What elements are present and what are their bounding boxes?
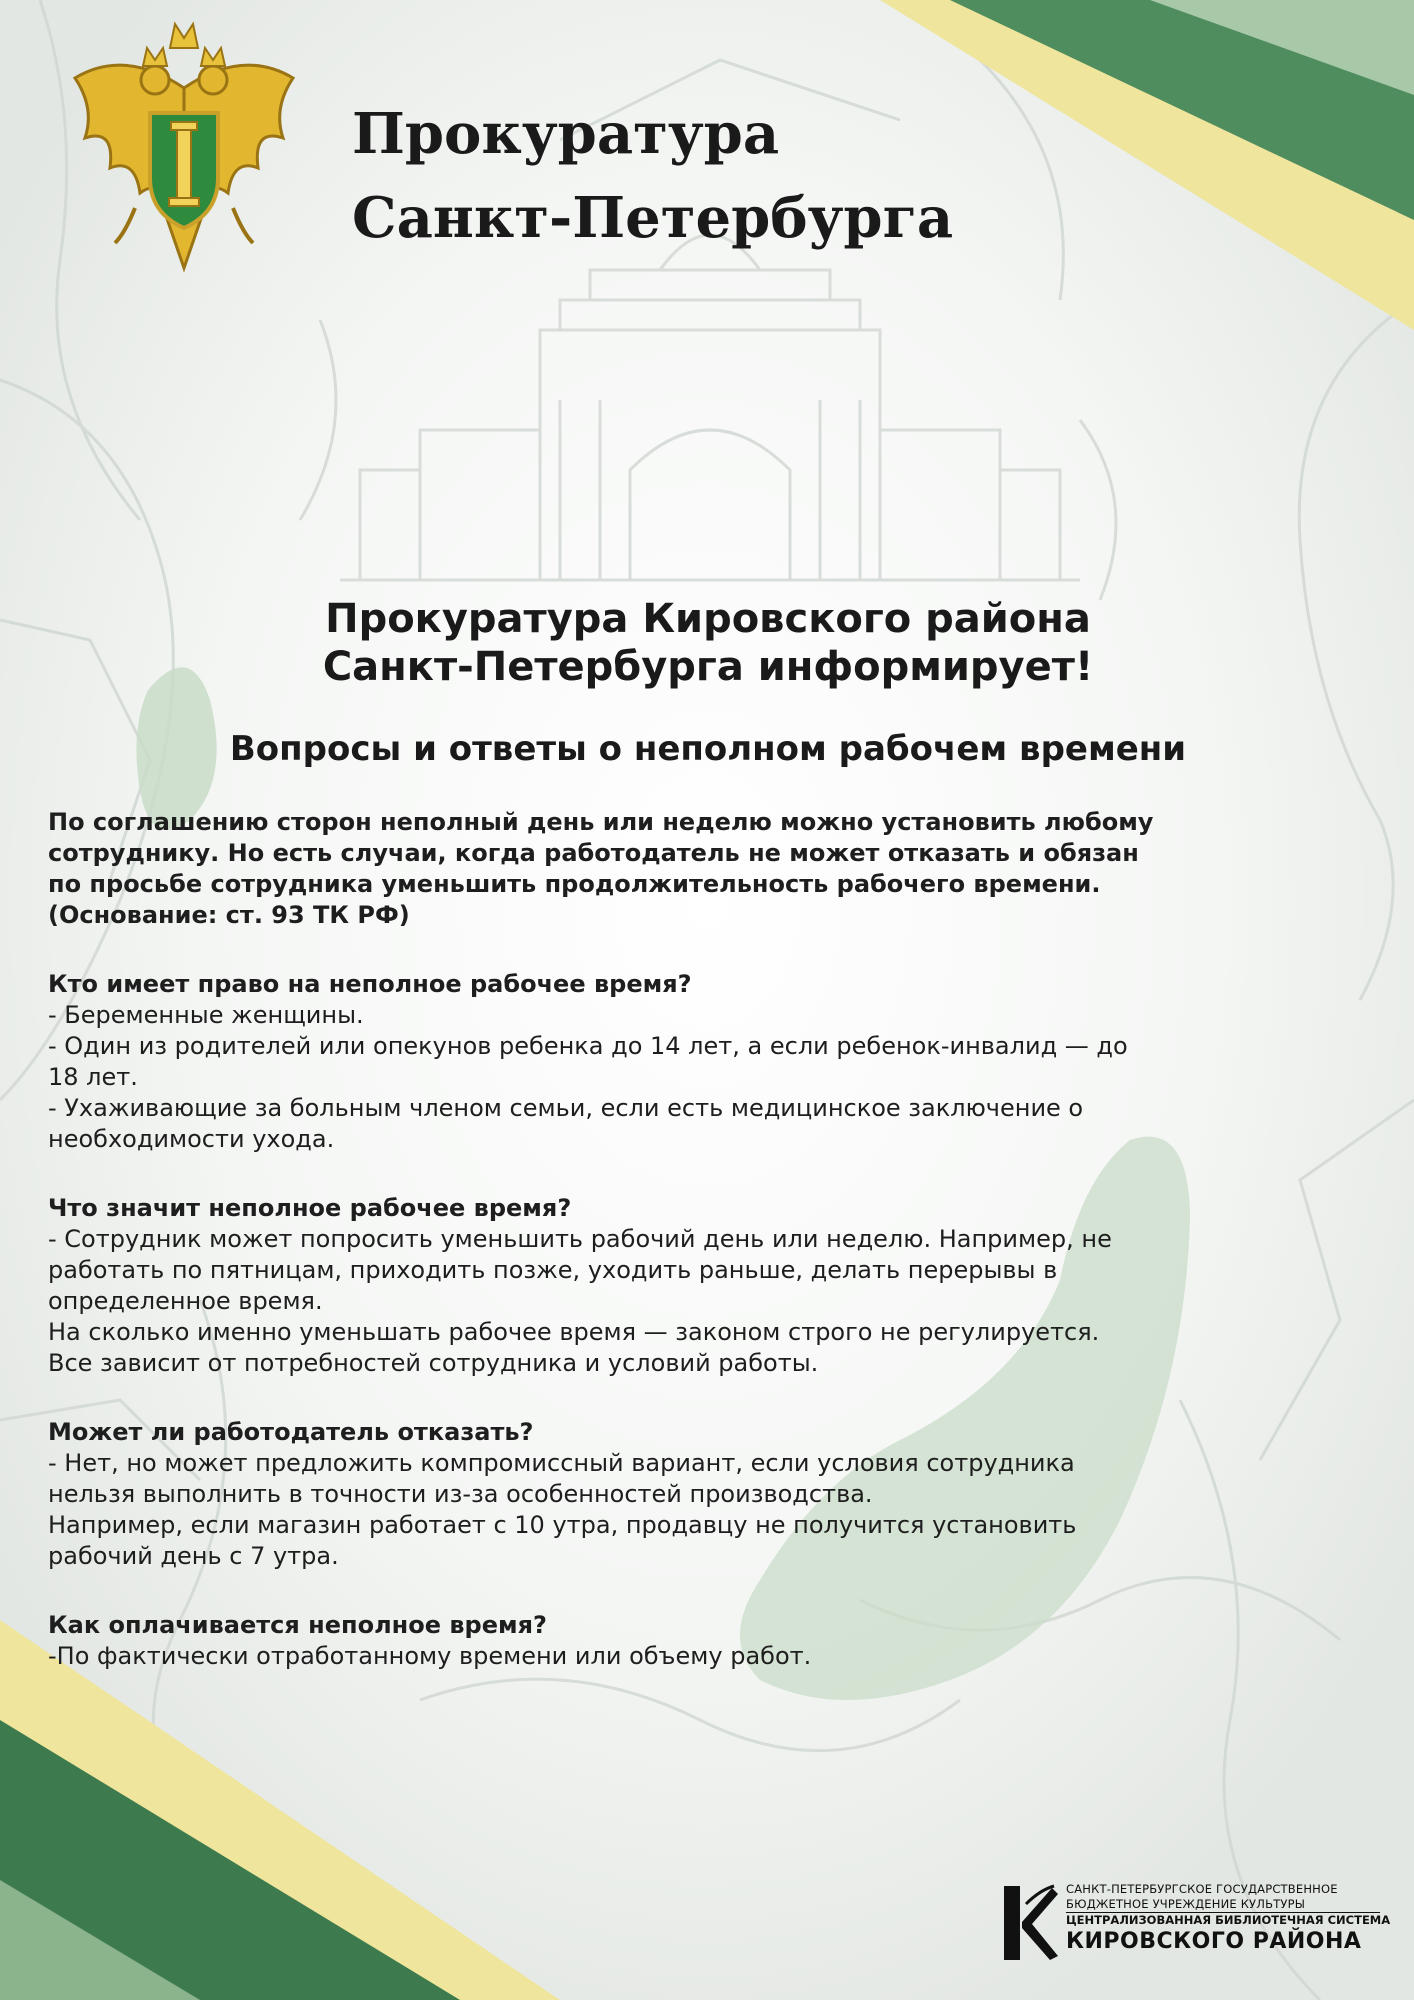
intro-line: по просьбе сотрудника уменьшить продолжительность рабочего времени. xyxy=(48,870,1101,898)
heading-line-1: Прокуратура Кировского района xyxy=(325,596,1091,642)
footer-org-line: БЮДЖЕТНОЕ УЧРЕЖДЕНИЕ КУЛЬТУРЫ xyxy=(1066,1897,1306,1911)
answer-line: определенное время. xyxy=(48,1287,323,1315)
question: Может ли работодатель отказать? xyxy=(48,1418,534,1446)
main-content xyxy=(48,595,1368,1710)
page-title xyxy=(352,92,1052,260)
answer-line: - Нет, но может предложить компромиссный вариант, если условия сотрудника xyxy=(48,1449,1075,1477)
question: Кто имеет право на неполное рабочее время? xyxy=(48,970,692,998)
subheading: Вопросы и ответы о неполном рабочем времени xyxy=(229,729,1187,769)
title-line-1: Прокуратура xyxy=(352,101,780,167)
heading-line-2: Санкт-Петербурга информирует! xyxy=(322,644,1094,690)
qa-section-refusal xyxy=(48,1417,1368,1572)
footer-org-line: САНКТ-ПЕТЕРБУРГСКОЕ ГОСУДАРСТВЕННОЕ xyxy=(1066,1882,1338,1896)
answer-line: - Один из родителей или опекунов ребенка до 14 лет, а если ребенок-инвалид — до xyxy=(48,1032,1128,1060)
qa-section-rights xyxy=(48,969,1368,1155)
title-line-2: Санкт-Петербурга xyxy=(352,185,954,251)
answer-line: -По фактически отработанному времени или объему работ. xyxy=(48,1642,812,1670)
answer-line: необходимости ухода. xyxy=(48,1125,335,1153)
intro-paragraph xyxy=(48,807,1368,931)
double-headed-eagle-emblem-icon xyxy=(55,18,313,292)
question: Как оплачивается неполное время? xyxy=(48,1611,547,1639)
footer-org-line: ЦЕНТРАЛИЗОВАННАЯ БИБЛИОТЕЧНАЯ СИСТЕМА xyxy=(1066,1913,1391,1927)
answer-line: работать по пятницам, приходить позже, уходить раньше, делать перерывы в xyxy=(48,1256,1058,1284)
library-k-logo-icon xyxy=(1000,1882,1060,1962)
intro-line: По соглашению сторон неполный день или неделю можно установить любому xyxy=(48,808,1154,836)
intro-line: сотруднику. Но есть случаи, когда работодатель не может отказать и обязан xyxy=(48,839,1139,867)
intro-line: (Основание: ст. 93 ТК РФ) xyxy=(48,901,410,929)
footer-org-text xyxy=(1066,1882,1391,1955)
qa-section-payment xyxy=(48,1610,1368,1672)
footer-logo xyxy=(1000,1880,1391,1964)
answer-line: нельзя выполнить в точности из-за особенностей производства. xyxy=(48,1480,873,1508)
answer-line: - Ухаживающие за больным членом семьи, если есть медицинское заключение о xyxy=(48,1094,1084,1122)
answer-line: - Беременные женщины. xyxy=(48,1001,364,1029)
footer-org-name: КИРОВСКОГО РАЙОНА xyxy=(1066,1929,1362,1954)
answer-line: Все зависит от потребностей сотрудника и условий работы. xyxy=(48,1349,819,1377)
answer-line: На сколько именно уменьшать рабочее время — законом строго не регулируется. xyxy=(48,1318,1100,1346)
question: Что значит неполное рабочее время? xyxy=(48,1194,572,1222)
answer-line: 18 лет. xyxy=(48,1063,138,1091)
answer-line: рабочий день с 7 утра. xyxy=(48,1542,339,1570)
main-heading xyxy=(48,595,1368,691)
answer-line: - Сотрудник может попросить уменьшить рабочий день или неделю. Например, не xyxy=(48,1225,1112,1253)
qa-section-meaning xyxy=(48,1193,1368,1379)
answer-line: Например, если магазин работает с 10 утра, продавцу не получится установить xyxy=(48,1511,1077,1539)
